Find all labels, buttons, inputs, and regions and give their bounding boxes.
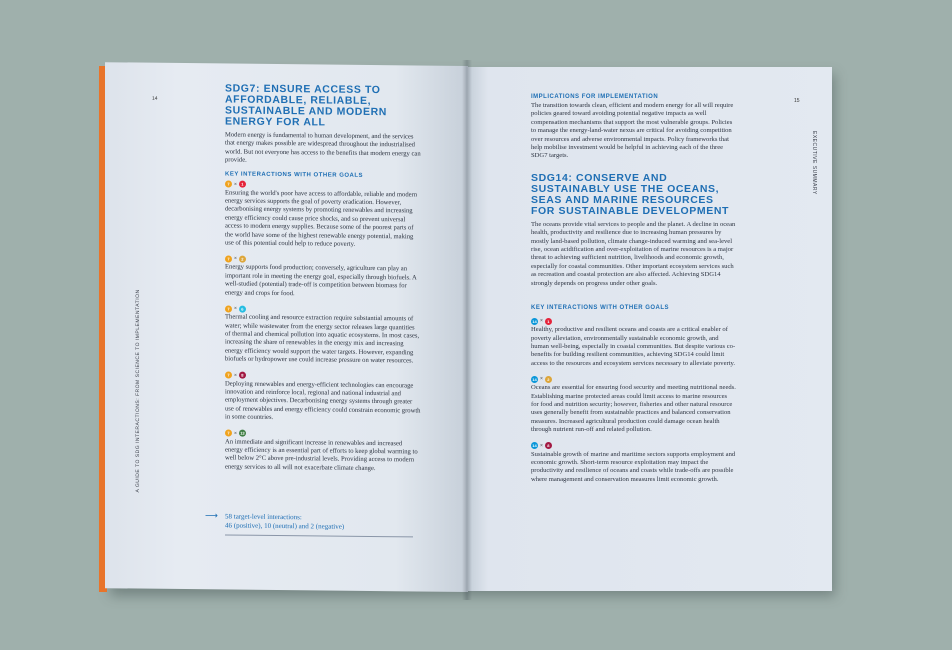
goal-badge: 7 [225, 371, 232, 378]
running-head: EXECUTIVE SUMMARY [811, 131, 817, 195]
section-heading: KEY INTERACTIONS WITH OTHER GOALS [531, 305, 670, 312]
goal-badge: 7 [225, 255, 232, 262]
goal-pair [531, 375, 736, 383]
goal-pair [531, 317, 736, 325]
section-heading: KEY INTERACTIONS WITH OTHER GOALS [225, 171, 364, 179]
interaction-text: Deploying renewables and energy-efficient technologies can encourage innovation and reinforce local, regional and national industrial and employment objectives. Decarbonising energy systems through greater use of renewables and energy efficiency could constrain economic growth in some countries. [225, 379, 421, 422]
goal-badge: 14 [532, 318, 537, 324]
goal-badge: 2 [239, 256, 246, 263]
goal-pair [531, 442, 736, 450]
interaction-text: Oceans are essential for ensuring food security and meeting nutritional needs. Establishing marine protected areas could limit access to marine resources for food and nutrition security; however, fisheries and other natural resource uses generally benefit from sustainable practices and balanced conservation measures. Increased agricultural production could damage ocean health through nutrient run-off and related pollution. [531, 384, 736, 434]
goal-badge: 1 [545, 318, 552, 325]
interactions-list [531, 317, 736, 484]
times-icon: × [234, 181, 237, 188]
right-column [531, 94, 736, 491]
interaction-item [531, 442, 736, 485]
interaction-item [225, 429, 421, 474]
arrow-icon: ⟶ [205, 511, 218, 522]
intro-paragraph: The oceans provide vital services to people and the planet. A decline in ocean health, productivity and resilience due to increasing human pressures by mostly land-based pollution, climate change-induced warming and sea-level rise, ocean acidification and over-exploitation of marine resources is a major threat to achieving sufficient nutrition, livelihoods and economic growth, especially for coastal communities. Other important ecosystem services such as recreation and coastal protection are also affected. Achieving SDG14 strongly depends on progress under other goals. [531, 220, 736, 287]
times-icon: × [234, 305, 237, 312]
interaction-item [225, 371, 421, 424]
times-icon: × [540, 442, 543, 449]
section-heading: IMPLICATIONS FOR IMPLEMENTATION [531, 94, 659, 100]
goal-badge: 6 [239, 305, 246, 312]
goal-badge: 14 [532, 443, 537, 449]
summary-line: 58 target-level interactions: [225, 512, 302, 522]
interaction-text: Sustainable growth of marine and maritime sectors supports employment and economic growth. Short-term resource exploitation may impact the productivity and resilience of oceans and coasts while trade-offs are possible where management and conservation measures limit economic growth. [531, 450, 736, 483]
interaction-item [531, 317, 736, 368]
times-icon: × [234, 430, 237, 437]
goal-badge: 8 [545, 442, 552, 449]
interaction-item [531, 375, 736, 434]
page-number: 14 [152, 95, 158, 102]
page-title: SDG7: ENSURE ACCESS TO AFFORDABLE, RELIABLE, SUSTAINABLE AND MODERN ENERGY FOR ALL [225, 82, 387, 129]
page-number: 15 [794, 98, 800, 104]
times-icon: × [540, 318, 543, 325]
interaction-item [225, 305, 421, 366]
interaction-item [225, 255, 421, 300]
times-icon: × [234, 372, 237, 379]
interaction-text: An immediate and significant increase in renewables and increased energy efficiency is an essential part of efforts to keep global warming to well below 2°C above pre-industrial levels. Providing access to modern energy services to all will not exacerbate climate change. [225, 438, 418, 472]
goal-badge: 1 [239, 181, 246, 188]
running-head: A GUIDE TO SDG INTERACTIONS: FROM SCIENCE TO IMPLEMENTATION [135, 289, 141, 493]
interactions-list [225, 180, 421, 474]
goal-badge: 14 [532, 376, 537, 382]
times-icon: × [540, 376, 543, 383]
left-page [105, 62, 468, 592]
page-title: SDG14: CONSERVE AND SUSTAINABLY USE THE OCEANS, SEAS AND MARINE RESOURCES FOR SUSTAINABLE DEVELOPMENT [531, 171, 730, 217]
goal-badge: 8 [239, 372, 246, 379]
goal-badge: 7 [225, 305, 232, 312]
interaction-text: Ensuring the world's poor have access to affordable, reliable and modern energy services supports the goal of poverty eradication. However, decarbonising energy systems by promoting renewables and increasing energy efficiency could cause price shocks, and so prevent universal access to modern energy supplies. Because some of the poorest parts of the world have some of the highest renewable energy potential, making use of this potential could help to reduce poverty. [225, 189, 418, 248]
summary-line: 46 (positive), 10 (neutral) and 2 (negative) [225, 521, 345, 531]
book-gutter [462, 60, 472, 600]
right-page [466, 67, 832, 591]
times-icon: × [234, 256, 237, 263]
goal-badge: 7 [225, 430, 232, 437]
interaction-text: Energy supports food production; conversely, agriculture can play an important role in meeting the energy goal, especially through biofuels. A well-studied (potential) trade-off is competition between biomass for energy and crops for food. [225, 263, 417, 297]
left-column [225, 83, 421, 480]
goal-badge: 7 [225, 181, 232, 188]
intro-paragraph: Modern energy is fundamental to human development, and the services that energy makes possible are widespread throughout the industrialised world. But not everyone has access to the benefits that modern energy can provide. [225, 131, 421, 164]
interaction-text: Healthy, productive and resilient oceans and coasts are a critical enabler of poverty alleviation, environmentally sustainable economic growth, and human well-being, especially in coastal communities. But despite various co-benefits for building resilient communities, achieving SDG14 could limit access to the resources and ecosystem services necessary to alleviate poverty. [531, 326, 736, 367]
summary-box [225, 512, 413, 537]
implementation-paragraph: The transition towards clean, efficient and modern energy for all will require policies geared toward avoiding potential negative impacts as well compensation mechanisms that support the most vulnerable groups. Policies to manage the energy-land-water nexus are critical for avoiding competition over resources and adverse environmental impacts. Policy frameworks that help mobilise investment would be helpful in achieving each of the three SDG7 targets. [531, 102, 734, 160]
goal-badge: 2 [545, 376, 552, 383]
interaction-item [225, 180, 421, 250]
goal-badge: 13 [240, 430, 245, 436]
interaction-text: Thermal cooling and resource extraction require substantial amounts of water; while wastewater from the energy sector releases large quantities of thermal and chemical pollution into aquatic ecosystems. In most cases, increasing the share of renewables in the energy mix and increasing energy efficiency would support the water targets. However, expanding biofuels or hydropower use could increase pressure on water resources. [225, 313, 420, 365]
